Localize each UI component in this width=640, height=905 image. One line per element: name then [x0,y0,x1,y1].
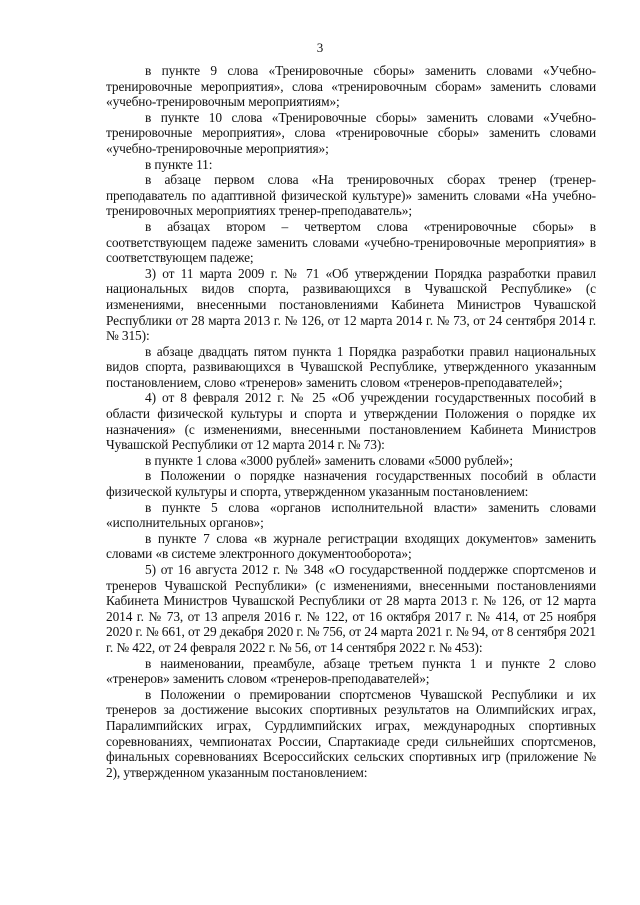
paragraph: в Положении о премировании спортсменов Чувашской Республики и их тренеров за достижение высоких спортивных результатов на Олимпийских играх, Паралимпийских играх, Сурдлимпийских играх, международных спортивных соревнованиях, чемпионатах России, Спартакиаде среди сильнейших спортсменов, финальных соревнованиях Всероссийских сельских спортивных игр (приложение № 2), утвержденном указанным постановлением: [106,686,596,780]
paragraph: в пункте 11: [145,156,213,172]
paragraph: в абзаце двадцать пятом пункта 1 Порядка разработки правил национальных видов спорта, развивающихся в Чувашской Республике, утвержденного указанным постановлением, слово «тренеров» заменить словом «тренеров-преподавателей»; [106,343,596,390]
paragraph: в пункте 10 слова «Тренировочные сборы» заменить словами «Учебно-тренировочные мероприятия», слова «тренировочные сборы» заменить словами «учебно-тренировочные мероприятия»; [106,109,596,156]
document-body [106,63,596,780]
paragraph: в пункте 7 слова «в журнале регистрации входящих документов» заменить словами «в системе электронного документооборота»; [106,530,596,562]
paragraph: в пункте 5 слова «органов исполнительной власти» заменить словами «исполнительных органов»; [106,499,596,531]
paragraph: в абзаце первом слова «На тренировочных сборах тренер (тренер-преподаватель по адаптивной физической культуре)» заменить словами «На учебно-тренировочных мероприятиях тренер-преподаватель»; [106,172,596,219]
paragraph: в пункте 9 слова «Тренировочные сборы» заменить словами «Учебно-тренировочные мероприятия», слова «тренировочным сборам» заменить словами «учебно-тренировочным мероприятиям»; [106,63,596,110]
paragraph: в абзацах втором – четвертом слова «тренировочные сборы» в соответствующем падеже заменить словами «учебно-тренировочные мероприятия» в соответствующем падеже; [106,218,596,266]
paragraph: в пункте 1 слова «3000 рублей» заменить словами «5000 рублей»; [145,452,513,468]
paragraph: в наименовании, преамбуле, абзаце третьем пункта 1 и пункте 2 слово «тренеров» заменить словом «тренеров-преподавателей»; [106,655,596,687]
paragraph: в Положении о порядке назначения государственных пособий в области физической культуры и спорта, утвержденном указанным постановлением: [106,468,596,500]
paragraph: 4) от 8 февраля 2012 г. № 25 «Об учреждении государственных пособий в области физической культуры и спорта и утверждении Положения о порядке их назначения» (с изменениями, внесенными постановлением Кабинета Министров Чувашской Республики от 12 марта 2014 г. № 73): [106,390,596,453]
paragraph: 5) от 16 августа 2012 г. № 348 «О государственной поддержке спортсменов и тренеров Чувашской Республики» (с изменениями, внесенными постановлениями Кабинета Министров Чувашской Республики от 28 марта 2013 г. № 126, от 12 марта 2014 г. № 73, от 13 апреля 2016 г. № 122, от 16 октября 2017 г. № 414, от 25 ноября 2020 г. № 661, от 29 декабря 2020 г. № 756, от 24 марта 2021 г. № 94, от 8 сентября 2021 г. № 422, от 24 февраля 2022 г. № 56, от 14 сентября 2022 г. № 453): [106,562,596,655]
paragraph: 3) от 11 марта 2009 г. № 71 «Об утверждении Порядка разработки правил национальных видов спорта, развивающихся в Чувашской Республике» (с изменениями, внесенными постановлениями Кабинета Министров Чувашской Республики от 28 марта 2013 г. № 126, от 12 марта 2014 г. № 73, от 24 сентября 2014 г. № 315): [106,265,596,344]
page-number: 3 [316,40,324,55]
